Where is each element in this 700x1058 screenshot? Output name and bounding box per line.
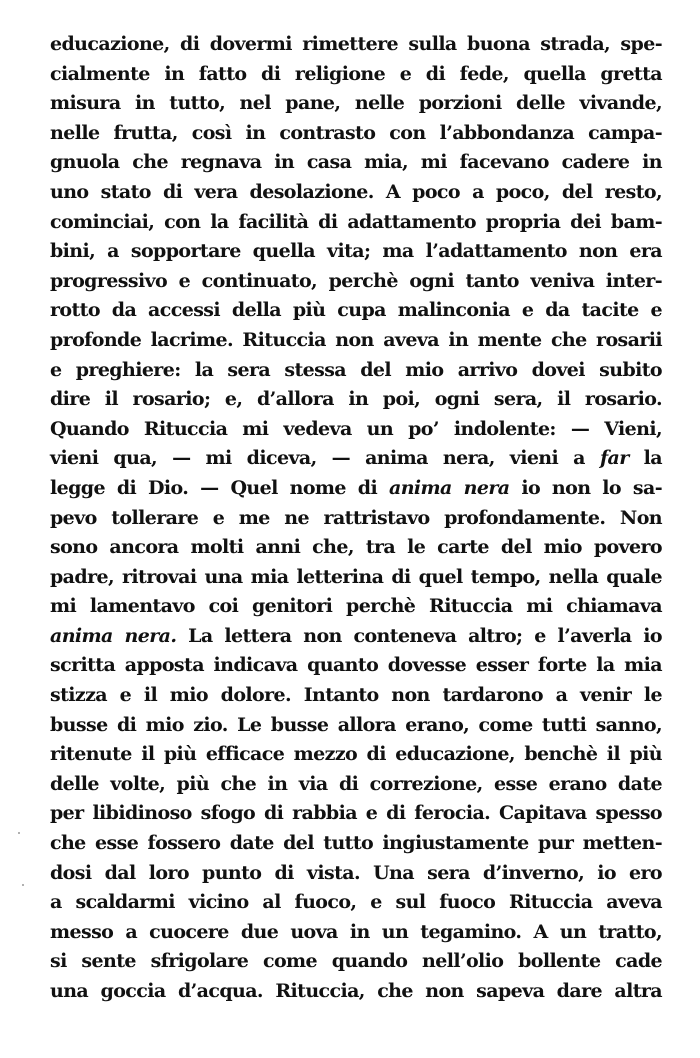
text-line: gnuola che regnava in casa mia, mi facevano cadere in	[50, 151, 662, 174]
text-line: cominciai, con la facilità di adattamento propria dei bam-	[50, 210, 662, 233]
text-line: dosi dal loro punto di vista. Una sera d’inverno, io ero	[50, 861, 662, 884]
text-line: e preghiere: la sera stessa del mio arrivo dovei subito	[50, 358, 662, 381]
text-line: misura in tutto, nel pane, nelle porzioni delle vivande,	[50, 92, 662, 115]
text-line	[50, 474, 662, 504]
text-line: Quando Rituccia mi vedeva un po’ indolente: — Vieni,	[50, 417, 662, 440]
text-line: stizza e il mio dolore. Intanto non tardarono a venir le	[50, 684, 662, 707]
text-line: padre, ritrovai una mia letterina di quel tempo, nella quale	[50, 565, 662, 588]
text-run: la	[628, 447, 663, 470]
italic-text-run: anima nera.	[50, 624, 177, 647]
text-run: vieni qua, — mi diceva, — anima nera, vieni a	[50, 447, 600, 470]
text-line: per libidinoso sfogo di rabbia e di ferocia. Capitava spesso	[50, 802, 662, 825]
text-line: messo a cuocere due uova in un tegamino. A un tratto,	[50, 920, 662, 943]
text-line: uno stato di vera desolazione. A poco a poco, del resto,	[50, 180, 662, 203]
text-line: che esse fossero date del tutto ingiustamente pur metten-	[50, 832, 662, 855]
text-line: dire il rosario; e, d’allora in poi, ogni sera, il rosario.	[50, 388, 662, 411]
scan-speck	[18, 832, 20, 834]
text-line: scritta apposta indicava quanto dovesse esser forte la mia	[50, 654, 662, 677]
text-run: La lettera non conteneva altro; e l’averla io	[176, 624, 662, 647]
text-line: sono ancora molti anni che, tra le carte del mio povero	[50, 536, 662, 559]
text-run: legge di Dio. — Quel nome di	[50, 476, 389, 499]
text-line: rotto da accessi della più cupa malinconia e da tacite e	[50, 299, 662, 322]
text-line: si sente sfrigolare come quando nell’olio bollente cade	[50, 950, 662, 973]
page-text	[50, 30, 662, 1007]
italic-text-run: far	[599, 447, 629, 470]
text-line: ritenute il più efficace mezzo di educazione, benchè il più	[50, 743, 662, 766]
text-line: mi lamentavo coi genitori perchè Rituccia mi chiamava	[50, 595, 662, 618]
text-line	[50, 622, 662, 652]
text-line: educazione, di dovermi rimettere sulla buona strada, spe-	[50, 33, 662, 55]
text-line: bini, a sopportare quella vita; ma l’adattamento non era	[50, 240, 662, 263]
text-line: nelle frutta, così in contrasto con l’abbondanza campa-	[50, 121, 662, 144]
text-line: busse di mio zio. Le busse allora erano, come tutti sanno,	[50, 713, 662, 736]
text-line: una goccia d’acqua. Rituccia, che non sapeva dare altra	[50, 980, 662, 1002]
text-line: cialmente in fatto di religione e di fede, quella gretta	[50, 62, 662, 85]
text-line: delle volte, più che in via di correzione, esse erano date	[50, 772, 662, 795]
text-line	[50, 444, 662, 474]
text-line: profonde lacrime. Rituccia non aveva in mente che rosarii	[50, 328, 662, 351]
italic-text-run: anima nera	[388, 476, 510, 499]
text-line: a scaldarmi vicino al fuoco, e sul fuoco Rituccia aveva	[50, 891, 662, 914]
scan-speck	[22, 884, 24, 886]
text-line: progressivo e continuato, perchè ogni tanto veniva inter-	[50, 269, 662, 292]
text-line: pevo tollerare e me ne rattristavo profondamente. Non	[50, 506, 662, 529]
text-run: io non lo sa-	[509, 476, 662, 499]
